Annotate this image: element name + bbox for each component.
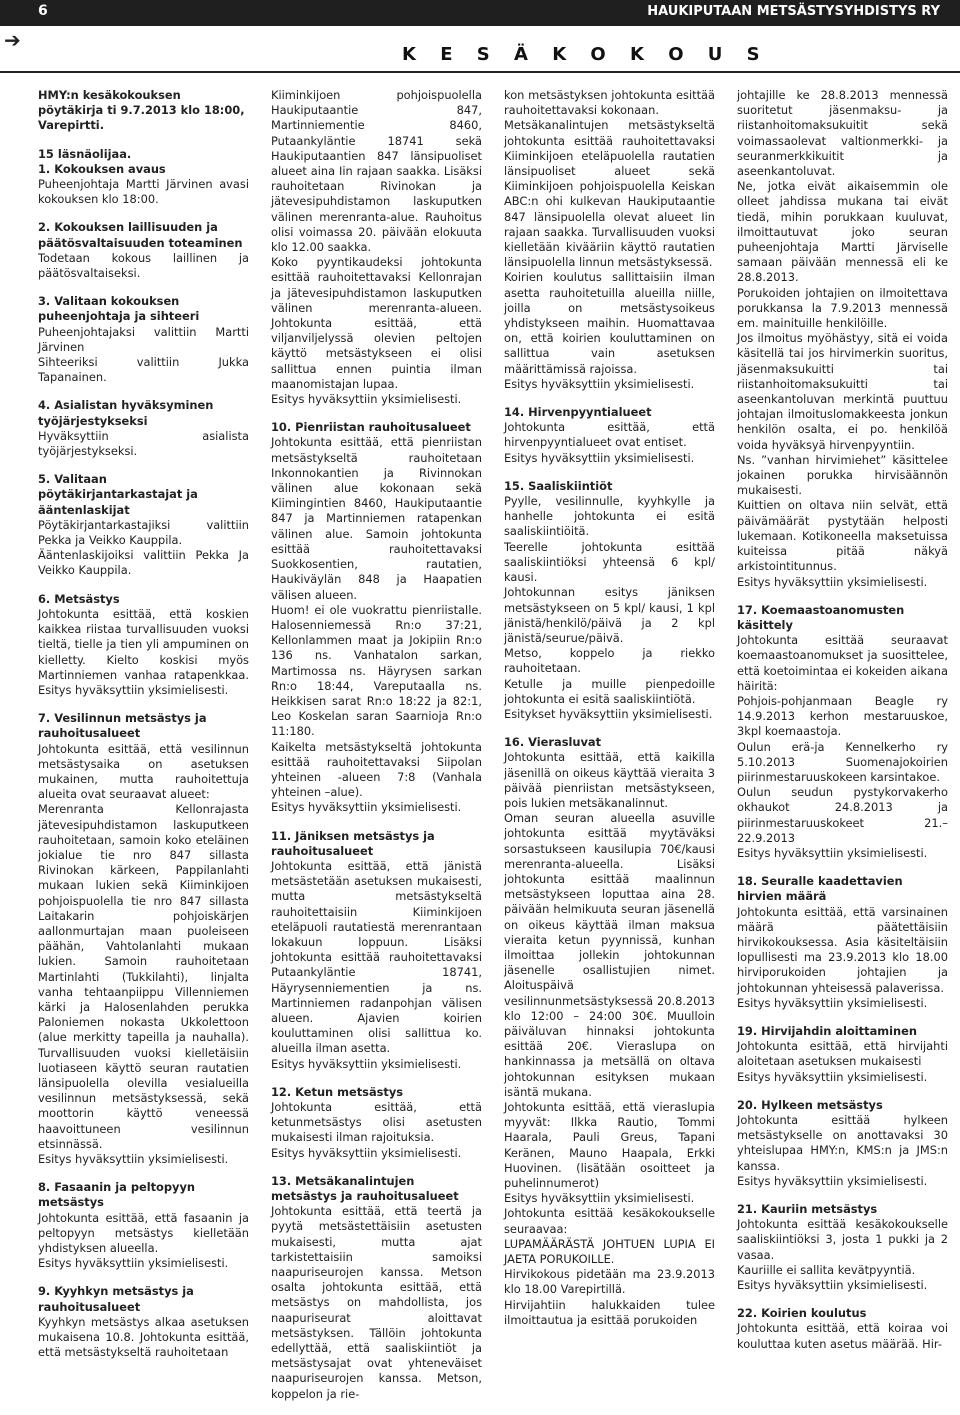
article-paragraph xyxy=(38,711,249,1167)
article-paragraph xyxy=(38,220,249,281)
arrow-icon: ➔ xyxy=(4,28,21,52)
paragraph-text: Johtokunta esittää, että fasaanin ja peltopyyn metsästys kielletään yhdistyksen alueella. Esitys hyväksyttiin yksimielisesti. xyxy=(38,1210,249,1271)
paragraph-heading: 20. Hylkeen metsästys xyxy=(737,1097,883,1112)
article-paragraph xyxy=(271,829,482,1072)
column-1 xyxy=(38,88,249,1415)
paragraph-text: Johtokunta esittää, että vesilinnun metsästysaika on asetuksen mukainen, mutta rauhoitettuja alueita ovat seuraavat alueet: Merenranta Kellonrajasta jätevesipuhdistamon laskuputkeen rauhoitetaan, samoin koko eteläinen jokialue tie nro 847 sillasta Rivinokan kärkeen, Pappilanlahti mukaan lukien sekä Kiiminkijoen pohjoispuolella tie nro 847 sillasta Laitakarin pohjoiskärjen aallonmurtajan maan puoleiseen päähän, Vahtolanlahti mukaan lukien. Samoin rauhoitetaan Martinlahti (Tukkilahti), linjalta vanha tehtaanpiippu Villenniemen kärki ja Halosenlahden perukka Paloniemen nokasta Ukkolettoon (alue merkitty tapeilla ja nauhalla). Turvallisuuden vuoksi kielletäisiin luotiaseen käyttö seuran rautatien länsipuolella olevilla vesialueilla vesilinnun metsästyksessä, sekä moottorin käyttö veneessä haavoittuneen vesilinnun etsinnässä. Esitys hyväksyttiin yksimielisesti. xyxy=(38,741,249,1166)
article-paragraph xyxy=(38,1284,249,1360)
paragraph-text: Johtokunta esittää, että pienriistan metsästykseltä rauhoitetaan Inkonnokantien ja Rivinnokan välinen alue kokonaan sekä Kiimingintien 8460, Haukiputaantie 847 ja Martinniemen ratapenkan välinen alue. Samoin johtokunta esittää rauhoitettavaksi Suokkosentien, rautatien, Haukiväylän 848 ja Haapatien välisen alueen. Huom! ei ole vuokrattu pienriistalle. Halosenniemessä Rn:o 37:21, Kellonlammen maat ja Jokipiin Rn:o 136 ns. Vanhatalon sarkan, Martimossa ns. Häyrysen sarkan Rn:o 18:44, Vareputaalla ns. Heikkisen sarat Rn:o 18:22 ja 82:1, Leo Koskelan saran Saarnioja Rn:o 11:180. Kaikelta metsästykseltä johtokunta esittää rauhoitettavaksi Siipolan yhteinen -alueen 7:8 (Vanhala yhteinen –alue). Esitys hyväksyttiin yksimielisesti. xyxy=(271,435,482,815)
article-paragraph xyxy=(38,294,249,385)
article-paragraph xyxy=(271,88,482,407)
paragraph-heading: HMY:n kesäkokouksen pöytäkirja ti 9.7.2013 klo 18:00, Varepirtti. xyxy=(38,88,245,133)
paragraph-text: Johtokunta esittää hylkeen metsästykselle on anottavaksi 30 yhteislupaa HMY:n, KMS:n ja JMS:n kanssa. Esitys hyväksyttiin yksimielisesti. xyxy=(737,1113,948,1188)
header-bar xyxy=(0,0,960,26)
column-2 xyxy=(271,88,482,1415)
paragraph-heading: 15. Saaliskiintiöt xyxy=(504,478,613,493)
article-paragraph xyxy=(38,147,249,208)
paragraph-heading: 9. Kyyhkyn metsästys ja rauhoitusalueet xyxy=(38,1284,194,1314)
paragraph-text: Pyylle, vesilinnulle, kyyhkylle ja hanhelle johtokunta ei esitä saaliskiintiöitä. Teerelle johtokunta esittää saaliskiintiöksi yhteensä 6 kpl/ kausi. Johtokunnan esitys jäniksen metsästykseen on 5 kpl/ kausi, 1 kpl jänistä/henkilö/päivä ja 2 kpl jänistä/seurue/päivä. Metso, koppelo ja riekko rauhoitetaan. Ketulle ja muille pienpedoille johtokunta ei esitä saaliskiintiötä. Esitykset hyväksyttiin yksimielisesti. xyxy=(504,494,715,721)
article-paragraph xyxy=(38,88,249,134)
paragraph-text: Johtokunta esittää, että teertä ja pyytä metsästettäisiin asetusten mukaisesti, mutta ajat tarkistettaisiin samoiksi naapuriseurojen kanssa. Metson osalta johtokunta esittää, että metsästys on mahdollista, jos naapuriseurat aloittavat metsästyksen. Tällöin johtokunta edellyttää, että saaliskiintiöt ja metsästysajat ovat yhteneväiset naapuriseurojen kanssa. Metson, koppelon ja rie- xyxy=(271,1204,482,1401)
paragraph-text: Kyyhkyn metsästys alkaa asetuksen mukaisena 10.8. Johtokunta esittää, että metsästykseltä rauhoitetaan xyxy=(38,1314,249,1360)
paragraph-text: Kiiminkijoen pohjoispuolella Haukiputaantie 847, Martinniementie 8460, Putaankyläntie 18741 sekä Haukiputaantien 847 länsipuoliset alueet aina Iin rajaan saakka. Lisäksi rauhoitetaan Rivinokan ja jätevesipuhdistamon laskuputken välinen merenranta-alue. Rauhoitus olisi voimassa 20. päivään elokuuta klo 12.00 saakka. Koko pyyntikaudeksi johtokunta esittää rauhoitettavaksi Kellonrajan ja jätevesipuhdistamon laskuputken välinen merenranta-alueen. Johtokunta esittää, että viljanviljelyssä olevien peltojen käyttö metsästykseen ei olisi sallittua ennen puintia ilman maanomistajan lupaa. Esitys hyväksyttiin yksimielisesti. xyxy=(271,88,482,407)
article-paragraph xyxy=(38,472,249,578)
paragraph-text: Pöytäkirjantarkastajiksi valittiin Pekka ja Veikko Kauppila. Ääntenlaskijoiksi valittiin Pekka Ja Veikko Kauppila. xyxy=(38,517,249,578)
paragraph-heading: 6. Metsästys xyxy=(38,591,120,606)
article-paragraph xyxy=(504,88,715,392)
article-paragraph xyxy=(737,1098,948,1189)
article-paragraph xyxy=(737,1202,948,1293)
article-paragraph xyxy=(271,1174,482,1402)
paragraph-heading: 4. Asialistan hyväksyminen työjärjestykseksi xyxy=(38,398,214,428)
paragraph-heading: 17. Koemaastoanomusten käsittely xyxy=(737,602,905,632)
paragraph-heading: 3. Valitaan kokouksen puheenjohtaja ja sihteeri xyxy=(38,294,200,324)
publication-name: HAUKIPUTAAN METSÄSTYSYHDISTYS RY xyxy=(647,4,940,19)
paragraph-heading: 10. Pienriistan rauhoitusalueet xyxy=(271,420,471,435)
paragraph-heading: 8. Fasaanin ja peltopyyn metsästys xyxy=(38,1180,195,1210)
paragraph-text: johtajille ke 28.8.2013 mennessä suoritetut jäsenmaksu- ja riistanhoitomaksukuitit sekä voimassaolevat valtionmerkki- ja seuranmerkkikuitit ja aseenkantoluvat. Ne, jotka eivät aikaisemmin ole olleet jahdissa mukana tai eivät tiedä, mihin porukkaan kuuluvat, ilmoittautuvat joko seuran puheenjohtaja Martti Järviselle samaan päivään mennessä eli ke 28.8.2013. Porukoiden johtajien on ilmoitettava porukkansa la 7.9.2013 mennessä em. mainituille henkilöille. Jos ilmoitus myöhästyy, sitä ei voida käsitellä tai jos hirvimerkin suoritus, jäsenmaksukuitti tai riistanhoitomaksukuitti tai aseenkantoluvan merkintä puuttuu johtajan ilmoituslomakkeesta jonkun henkilön osalta, ei po. henkilöä voida hyväksyä hirvenpyyntiin. Ns. ”vanhan hirvimiehet” käsittelee jokainen porukka hirvisäännön mukaisesti. Kuittien on oltava niin selvät, että päivämäärät pystytään helposti lukemaan. Kotikoneella maksetuissa kuiteissa pitää näkyä arkistointitunnus. Esitys hyväksyttiin yksimielisesti. xyxy=(737,88,948,589)
article-paragraph xyxy=(737,1024,948,1085)
paragraph-heading: 7. Vesilinnun metsästys ja rauhoitusalueet xyxy=(38,711,207,741)
paragraph-text: Johtokunta esittää, että jänistä metsästetään asetuksen mukaisesti, mutta metsästykseltä rauhoitettaisiin Kiiminkijoen eteläpuoli rautatiestä merenrantaan lokakuun loppuun. Lisäksi johtokunta esittää rauhoitettavaksi Putaankyläntie 18741, Häyrysenniementien ja ns. Martinniemen radanpohjan välisen alueen. Ajavien koirien kouluttaminen olisi sallittua ko. alueilla ilman asetta. Esitys hyväksyttiin yksimielisesti. xyxy=(271,858,482,1071)
paragraph-text: Johtokunta esittää, että hirvijahti aloitetaan asetuksen mukaisesti Esitys hyväksyttiin yksimielisesti. xyxy=(737,1039,948,1084)
section-title: K E S Ä K O K O U S xyxy=(402,44,769,65)
paragraph-heading: 5. Valitaan pöytäkirjantarkastajat ja ääntenlaskijat xyxy=(38,472,198,517)
article-paragraph xyxy=(504,479,715,722)
article-paragraph xyxy=(504,735,715,1328)
paragraph-text: Johtokunta esittää kesäkokoukselle saaliskiintiöksi 3, josta 1 pukki ja 2 vasaa. Kauriille ei sallita kevätpyyntiä. Esitys hyväksyttiin yksimielisesti. xyxy=(737,1217,948,1293)
article-paragraph xyxy=(271,420,482,815)
paragraph-text: Todetaan kokous laillinen ja päätösvaltaiseksi. xyxy=(38,250,249,281)
paragraph-text: Johtokunta esittää, että ketunmetsästys olisi asetusten mukaisesti ilman rajoituksia. Esitys hyväksyttiin yksimielisesti. xyxy=(271,1100,482,1160)
article-paragraph xyxy=(271,1085,482,1161)
paragraph-heading: 11. Jäniksen metsästys ja rauhoitusalueet xyxy=(271,828,435,858)
article-columns xyxy=(38,88,952,1415)
article-paragraph xyxy=(504,405,715,466)
paragraph-text: kon metsästyksen johtokunta esittää rauhoitettavaksi kokonaan. Metsäkanalintujen metsästykseltä johtokunta esittää rauhoitettavaksi Kiiminkijoen eteläpuolella rautatien länsipuoliset alueet sekä Kiiminkijoen pohjoispuolella Keiskan ABC:n ohi kulkevan Haukiputaantie 847 länsipuolella olevat alueet Iin rajaan saakka. Turvallisuuden vuoksi kielletään kivääriin käyttö rautatien länsipuolella linnun metsästyksessä. Koirien koulutus sallittaisiin ilman asetta rauhoitetuilla alueilla niille, joilla on metsästysoikeus yhdistykseen maihin. Huomattavaa on, että koirien kouluttaminen on sallittua vain asetuksen määrittämissä rajoissa. Esitys hyväksyttiin yksimielisesti. xyxy=(504,88,715,391)
paragraph-heading: 2. Kokouksen laillisuuden ja päätösvaltaisuuden toteaminen xyxy=(38,220,243,250)
paragraph-heading: 12. Ketun metsästys xyxy=(271,1084,404,1099)
paragraph-heading: 18. Seuralle kaadettavien hirvien määrä xyxy=(737,874,903,904)
paragraph-text: Puheenjohtaja Martti Järvinen avasi kokouksen klo 18:00. xyxy=(38,177,249,207)
article-paragraph xyxy=(737,1306,948,1352)
paragraph-heading: 15 läsnäolijaa. 1. Kokouksen avaus xyxy=(38,146,166,176)
article-paragraph xyxy=(737,88,948,590)
paragraph-text: Puheenjohtajaksi valittiin Martti Järvinen Sihteeriksi valittiin Jukka Tapanainen. xyxy=(38,324,249,385)
column-4 xyxy=(737,88,948,1415)
page-number: 6 xyxy=(38,3,48,19)
paragraph-text: Johtokunta esittää, että hirvenpyyntialueet ovat entiset. Esitys hyväksyttiin yksimielisesti. xyxy=(504,420,715,465)
paragraph-heading: 19. Hirvijahdin aloittaminen xyxy=(737,1023,917,1038)
paragraph-text: Johtokunta esittää, että koiraa voi kouluttaa kuten asetus määrää. Hir- xyxy=(737,1321,948,1351)
article-paragraph xyxy=(737,603,948,861)
article-paragraph xyxy=(38,592,249,698)
paragraph-heading: 14. Hirvenpyyntialueet xyxy=(504,405,652,420)
paragraph-heading: 13. Metsäkanalintujen metsästys ja rauhoitusalueet xyxy=(271,1173,459,1204)
paragraph-text: Johtokunta esittää, että kaikilla jäsenillä on oikeus käyttää vieraita 3 päivää pienriistan metsästykseen, pois lukien metsäkanalinnut. Oman seuran alueella asuville johtokunta esittää myytäväksi sorsastukseen kausilupia 70€/kausi merenranta-alueella. Lisäksi johtokunta esittää maalinnun metsästykseen loputtaa aina 28. päivään helmikuuta seuran jäsenellä on oikeus käyttää ilman maksua vieraita ketun pyynnissä, kunhan ilmoittaa jollekin johtokunnan jäsenelle osallistujien nimet. Aloituspäivä vesilinnunmetsästyksessä 20.8.2013 klo 12:00 – 24:00 30€. Muulloin päiväluvan hinnaksi johtokunta esittää 20€. Vieraslupa on hankinnassa ja metsällä on oltava johtokunnan esityksen mukaan isäntä mukana. Johtokunta esittää, että vieraslupia myyvät: Ilkka Rautio, Tommi Haarala, Pauli Greus, Tapani Keränen, Mauno Haapala, Erkki Huovinen. (lisätään osoitteet ja puhelinnumerot) Esitys hyväksyttiin yksimielisesti. Johtokunta esittää kesäkokoukselle seuraavaa: LUPAMÄÄRÄSTÄ JOHTUEN LUPIA EI JAETA PORUKOILLE. Hirvikokous pidetään ma 23.9.2013 klo 18.00 Varepirtillä. Hirvijahtiin halukkaiden tulee ilmoittautua ja esittää porukoiden xyxy=(504,750,715,1327)
article-paragraph xyxy=(737,874,948,1011)
section-divider xyxy=(0,71,960,73)
article-paragraph xyxy=(38,398,249,459)
paragraph-text: Johtokunta esittää, että koskien kaikkea riistaa turvallisuuden vuoksi tieltä, tielle ja tien yli ampuminen on kielletty. Kielto koskisi myös Martinniemen vanhaa ratapenkkaa. Esitys hyväksyttiin yksimielisesti. xyxy=(38,606,249,697)
paragraph-heading: 16. Vierasluvat xyxy=(504,735,602,750)
paragraph-text: Hyväksyttiin asialista työjärjestykseksi. xyxy=(38,428,249,459)
column-3 xyxy=(504,88,715,1415)
paragraph-text: Johtokunta esittää, että varsinainen määrä päätettäisiin hirvikokouksessa. Asia käsiteltäisiin lopullisesti ma 23.9.2013 klo 18.00 hirviporukoiden johtajien ja johtokunnan yhteisessä palaverissa. Esitys hyväksyttiin yksimielisesti. xyxy=(737,904,948,1010)
article-paragraph xyxy=(38,1180,249,1271)
paragraph-heading: 22. Koirien koulutus xyxy=(737,1306,867,1321)
paragraph-heading: 21. Kauriin metsästys xyxy=(737,1202,878,1217)
paragraph-text: Johtokunta esittää seuraavat koemaastoanomukset ja suosittelee, että koetoimintaa ei kokeiden aikana häiritä: Pohjois-pohjanmaan Beagle ry 14.9.2013 kerhon mestaruuskoe, 3kpl koemaastoja. Oulun erä-ja Kennelkerho ry 5.10.2013 Suomenajokoirien piirinmestaruuskokeen karsintakoe. Oulun seudun pystykorvakerho okhaukot 24.8.2013 ja piirinmestaruuskokeet 21.–22.9.2013 Esitys hyväksyttiin yksimielisesti. xyxy=(737,633,948,860)
